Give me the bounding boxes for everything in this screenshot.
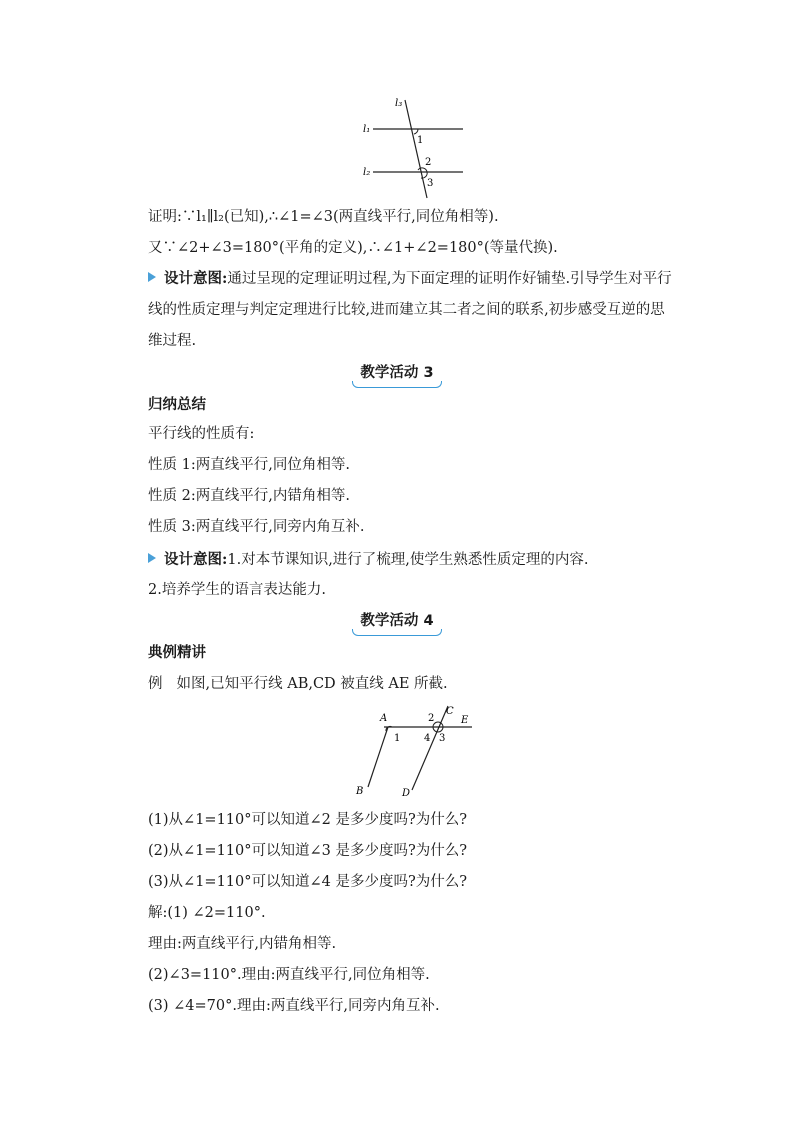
example-prefix: 例 <box>148 676 163 692</box>
label-A: A <box>380 713 388 724</box>
summary-title: 归纳总结 <box>148 397 206 413</box>
example-title: 典例精讲 <box>148 645 206 661</box>
summary-intro: 平行线的性质有: <box>148 426 255 442</box>
label-B: B <box>356 786 364 797</box>
example-text: 如图,已知平行线 AB,CD 被直线 AE 所截. <box>176 676 448 692</box>
label-angle-2: 2 <box>425 157 432 168</box>
solution-line-4: (3) ∠4=70°.理由:两直线平行,同旁内角互补. <box>148 998 440 1014</box>
question-3: (3)从∠1=110°可以知道∠4 是多少度吗?为什么? <box>148 874 468 890</box>
design-intent-text: 通过呈现的定理证明过程,为下面定理的证明作好铺垫.引导学生对平行线的性质定理与判定定理进行比较,进而建立其二者之间的联系,初步感受互逆的思维过程. <box>148 271 672 349</box>
summary-item-3: 性质 3:两直线平行,同旁内角互补. <box>148 519 365 535</box>
label-1: 1 <box>394 733 401 744</box>
design-intent-2-label: 设计意图: <box>164 551 228 568</box>
heading-bracket-decoration <box>352 381 441 388</box>
label-l3: l₃ <box>395 98 403 109</box>
label-l2: l₂ <box>363 167 371 178</box>
solution-line-1: 解:(1) ∠2=110°. <box>148 905 266 921</box>
parallel-lines-figure <box>355 92 475 202</box>
angle-arc-1 <box>414 129 418 134</box>
example-figure <box>350 700 480 800</box>
solution-line-3: (2)∠3=110°.理由:两直线平行,同位角相等. <box>148 967 430 983</box>
activity-4-title: 教学活动 4 <box>360 613 434 629</box>
triangle-marker-icon <box>148 272 156 282</box>
design-intent-1 <box>148 263 676 357</box>
label-angle-1: 1 <box>417 135 424 146</box>
label-2: 2 <box>428 713 435 724</box>
triangle-marker-icon <box>148 553 156 563</box>
activity-4-heading <box>0 609 794 634</box>
line-l3 <box>405 100 427 198</box>
proof-line-2: 又∵∠2+∠3=180°(平角的定义),∴∠1+∠2=180°(等量代换). <box>148 240 558 256</box>
label-l1: l₁ <box>363 124 371 135</box>
label-D: D <box>402 788 411 799</box>
solution-line-2: 理由:两直线平行,内错角相等. <box>148 936 337 952</box>
design-intent-2-text: 1.对本节课知识,进行了梳理,使学生熟悉性质定理的内容. <box>227 552 589 568</box>
activity-3-heading <box>0 361 794 386</box>
design-intent-2-text2: 2.培养学生的语言表达能力. <box>148 582 326 598</box>
design-intent-label: 设计意图: <box>164 270 228 287</box>
question-1: (1)从∠1=110°可以知道∠2 是多少度吗?为什么? <box>148 812 468 828</box>
activity-3-title: 教学活动 3 <box>360 365 434 381</box>
line-AB <box>368 727 388 787</box>
heading-bracket-decoration <box>352 629 441 636</box>
label-angle-3: 3 <box>427 178 434 189</box>
design-intent-2 <box>148 550 589 570</box>
label-4: 4 <box>424 733 431 744</box>
summary-item-2: 性质 2:两直线平行,内错角相等. <box>148 488 350 504</box>
label-3: 3 <box>439 733 446 744</box>
example-statement <box>148 674 448 694</box>
summary-item-1: 性质 1:两直线平行,同位角相等. <box>148 457 350 473</box>
question-2: (2)从∠1=110°可以知道∠3 是多少度吗?为什么? <box>148 843 468 859</box>
label-C: C <box>446 706 454 717</box>
label-E: E <box>461 715 469 726</box>
proof-line-1: 证明:∵l₁∥l₂(已知),∴∠1=∠3(两直线平行,同位角相等). <box>148 209 499 225</box>
